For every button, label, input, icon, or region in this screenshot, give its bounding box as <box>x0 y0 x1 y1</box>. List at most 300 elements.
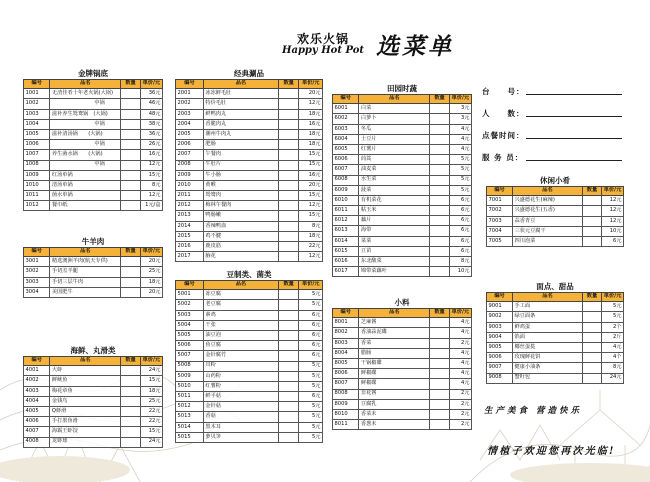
item-code: 1002 <box>24 99 50 109</box>
item-quantity[interactable] <box>430 338 449 348</box>
item-quantity[interactable] <box>121 267 140 277</box>
order-time-row <box>482 119 622 141</box>
item-name: 肥肠 <box>203 140 278 150</box>
item-code: 3003 <box>24 277 50 287</box>
item-quantity[interactable] <box>278 191 299 201</box>
table-row <box>176 290 323 300</box>
item-quantity[interactable] <box>430 257 449 267</box>
item-quantity[interactable] <box>582 302 601 312</box>
waiter-label: 服 务 员： <box>482 153 524 162</box>
item-quantity[interactable] <box>430 267 449 277</box>
item-quantity[interactable] <box>582 226 601 236</box>
section-title: 休闲小肴 <box>540 176 570 185</box>
table-number-field[interactable] <box>526 94 622 95</box>
item-quantity[interactable] <box>121 109 140 119</box>
item-price: 18元 <box>140 277 162 287</box>
item-price: 12元 <box>602 206 624 216</box>
item-quantity[interactable] <box>278 422 299 432</box>
item-quantity[interactable] <box>278 170 299 180</box>
item-name: 牛小肠 <box>203 170 278 180</box>
table-row <box>24 366 163 376</box>
item-price: 22元 <box>299 242 323 252</box>
item-name: 金针菇 <box>203 402 278 412</box>
item-quantity[interactable] <box>430 246 449 256</box>
item-price: 5元 <box>299 300 323 310</box>
item-price: 5元 <box>449 185 471 195</box>
item-price: 12元 <box>140 191 162 201</box>
item-price: 2元 <box>449 409 471 419</box>
table-row <box>487 236 624 246</box>
item-price: 3元 <box>449 104 471 114</box>
item-quantity[interactable] <box>121 201 140 211</box>
item-name: 菌水单锅 <box>50 191 121 201</box>
item-price: 46元 <box>140 99 162 109</box>
item-quantity[interactable] <box>278 119 299 129</box>
table-row <box>333 358 472 368</box>
item-name: 金针腐竹 <box>203 351 278 361</box>
item-quantity[interactable] <box>121 180 140 190</box>
item-quantity[interactable] <box>121 129 140 139</box>
item-code: 8008 <box>333 389 359 399</box>
item-price: 38元 <box>140 119 162 129</box>
item-code: 2003 <box>176 109 204 119</box>
table-row <box>176 221 323 231</box>
item-quantity[interactable] <box>278 300 299 310</box>
table-row <box>333 165 472 175</box>
item-name: 鲜鸭肉丸 <box>203 109 278 119</box>
item-code: 5011 <box>176 392 204 402</box>
item-name: 鸳鸯肉 <box>203 191 278 201</box>
table-row <box>24 109 163 119</box>
item-quantity[interactable] <box>278 201 299 211</box>
item-code: 2007 <box>176 150 204 160</box>
item-name: 油豆泡 <box>203 330 278 340</box>
item-name: 三状元豆腐干 <box>513 226 583 236</box>
order-info <box>482 75 622 163</box>
item-name: 餐巾纸 <box>50 201 121 211</box>
item-price: 22元 <box>140 406 162 416</box>
table-row <box>24 180 163 190</box>
item-code: 7002 <box>487 206 513 216</box>
item-code: 8002 <box>333 328 359 338</box>
table-row <box>487 302 624 312</box>
order-time-label: 点餐时间： <box>482 131 525 140</box>
item-price: 12元 <box>602 216 624 226</box>
item-price: 18元 <box>299 140 323 150</box>
section-jingdian <box>175 69 323 262</box>
item-code: 2009 <box>176 170 204 180</box>
item-quantity[interactable] <box>430 226 449 236</box>
waiter-field[interactable] <box>526 160 622 161</box>
item-name: 鲜鸡蛋 <box>513 322 583 332</box>
item-quantity[interactable] <box>430 358 449 368</box>
item-quantity[interactable] <box>430 165 449 175</box>
item-quantity[interactable] <box>430 206 449 216</box>
table-row <box>487 206 624 216</box>
item-quantity[interactable] <box>121 191 140 201</box>
brand-logo <box>268 33 378 56</box>
item-quantity[interactable] <box>278 402 299 412</box>
item-quantity[interactable] <box>278 221 299 231</box>
item-price: 15元 <box>140 376 162 386</box>
people-count-row <box>482 97 622 119</box>
table-row <box>333 267 472 277</box>
item-quantity[interactable] <box>430 114 449 124</box>
item-quantity[interactable] <box>582 353 601 363</box>
item-name: 冬瓜 <box>359 124 430 134</box>
item-name: 精选澳洲羊肉(航天专供) <box>50 257 121 267</box>
item-price: 5元 <box>299 402 323 412</box>
item-quantity[interactable] <box>582 342 601 352</box>
item-code: 2016 <box>176 242 204 252</box>
item-quantity[interactable] <box>430 134 449 144</box>
item-name: 水生菜 <box>359 175 430 185</box>
item-price: 12元 <box>140 160 162 170</box>
item-name: 土豆片 <box>359 134 430 144</box>
item-quantity[interactable] <box>278 432 299 442</box>
item-name: 大虾 <box>50 366 121 376</box>
item-price: 4元 <box>449 318 471 328</box>
item-quantity[interactable] <box>582 312 601 322</box>
table-row <box>333 195 472 205</box>
item-price: 16元 <box>299 170 323 180</box>
item-quantity[interactable] <box>121 150 140 160</box>
item-price: 5元 <box>299 371 323 381</box>
item-quantity[interactable] <box>582 332 601 342</box>
item-price: 15元 <box>299 211 323 221</box>
item-quantity[interactable] <box>430 175 449 185</box>
table-row <box>24 150 163 160</box>
item-quantity[interactable] <box>430 104 449 114</box>
item-quantity[interactable] <box>278 180 299 190</box>
item-code: 4006 <box>24 417 50 427</box>
section-title: 牛羊肉 <box>81 237 105 246</box>
item-quantity[interactable] <box>278 371 299 381</box>
item-quantity[interactable] <box>582 196 601 206</box>
item-quantity[interactable] <box>278 290 299 300</box>
item-quantity[interactable] <box>430 379 449 389</box>
table-row <box>24 170 163 180</box>
table-row <box>176 422 323 432</box>
table-row <box>24 257 163 267</box>
table-header-row <box>333 309 472 318</box>
item-quantity[interactable] <box>430 420 449 430</box>
item-quantity[interactable] <box>121 89 140 99</box>
table-row <box>176 371 323 381</box>
item-quantity[interactable] <box>121 417 140 427</box>
table-row <box>487 226 624 236</box>
item-name: 干锅椒碟 <box>359 358 430 368</box>
section-title: 田园时蔬 <box>387 84 417 93</box>
item-quantity[interactable] <box>582 216 601 226</box>
item-quantity[interactable] <box>278 341 299 351</box>
item-quantity[interactable] <box>430 399 449 409</box>
item-name: 菠菜 <box>359 185 430 195</box>
table-row <box>333 216 472 226</box>
column-header: 数量 <box>430 95 449 104</box>
item-quantity[interactable] <box>430 144 449 154</box>
item-code: 2008 <box>176 160 204 170</box>
item-price: 2元 <box>449 420 471 430</box>
item-code: 1001 <box>24 89 50 99</box>
item-name: 粘玉米 <box>359 206 430 216</box>
menu-table <box>486 186 624 247</box>
item-code: 5007 <box>176 351 204 361</box>
item-price: 25元 <box>140 396 162 406</box>
table-row <box>24 99 163 109</box>
item-code: 2017 <box>176 252 204 262</box>
item-quantity[interactable] <box>121 140 140 150</box>
item-quantity[interactable] <box>121 376 140 386</box>
item-quantity[interactable] <box>121 386 140 396</box>
item-name: 东北酸菜 <box>359 257 430 267</box>
item-price: 6元 <box>299 351 323 361</box>
item-price: 2个 <box>602 322 624 332</box>
item-quantity[interactable] <box>121 160 140 170</box>
item-code: 5012 <box>176 402 204 412</box>
item-quantity[interactable] <box>430 124 449 134</box>
waiter-row <box>482 141 622 163</box>
menu-title: 选菜单 <box>376 33 454 60</box>
item-quantity[interactable] <box>121 119 140 129</box>
item-code: 4003 <box>24 386 50 396</box>
item-name: 香菇 <box>203 412 278 422</box>
item-name: 干张 <box>203 320 278 330</box>
column-header: 数量 <box>582 293 601 302</box>
table-row <box>487 312 624 322</box>
item-price: 5元 <box>299 290 323 300</box>
table-row <box>176 170 323 180</box>
item-quantity[interactable] <box>582 363 601 373</box>
item-quantity[interactable] <box>121 396 140 406</box>
item-quantity[interactable] <box>278 109 299 119</box>
item-name: 梅花章鱼 <box>50 386 121 396</box>
item-price: 24元 <box>602 373 624 383</box>
item-price: 6元 <box>299 392 323 402</box>
item-name: 素鸡 <box>203 310 278 320</box>
item-quantity[interactable] <box>430 195 449 205</box>
item-price: 2元 <box>449 399 471 409</box>
section-title: 金牌锅底 <box>78 69 108 78</box>
item-quantity[interactable] <box>278 351 299 361</box>
item-code: 2011 <box>176 191 204 201</box>
item-code: 6012 <box>333 216 359 226</box>
item-name: 鸡不腱 <box>203 231 278 241</box>
column-header: 单价/元 <box>602 293 624 302</box>
item-quantity[interactable] <box>278 140 299 150</box>
item-code: 5014 <box>176 422 204 432</box>
table-row <box>24 437 163 447</box>
item-code: 4007 <box>24 427 50 437</box>
item-name: 手打墨鱼滑 <box>50 417 121 427</box>
item-name: 潮州牛肉丸 <box>203 129 278 139</box>
order-time-field[interactable] <box>526 138 622 139</box>
item-quantity[interactable] <box>430 185 449 195</box>
item-name: 黄喉 <box>203 180 278 190</box>
item-quantity[interactable] <box>582 373 601 383</box>
item-name: 蒜香青豆 <box>513 216 583 226</box>
item-code: 1012 <box>24 201 50 211</box>
item-quantity[interactable] <box>430 236 449 246</box>
item-price: 5元 <box>299 432 323 442</box>
item-quantity[interactable] <box>278 320 299 330</box>
table-row <box>333 206 472 216</box>
item-quantity[interactable] <box>278 381 299 391</box>
item-code: 1010 <box>24 180 50 190</box>
item-code: 8003 <box>333 338 359 348</box>
item-quantity[interactable] <box>430 216 449 226</box>
item-price: 6元 <box>449 206 471 216</box>
item-price: 12元 <box>299 99 323 109</box>
item-price: 2斤 <box>602 332 624 342</box>
item-code: 6006 <box>333 155 359 165</box>
item-code: 5005 <box>176 330 204 340</box>
item-code: 2005 <box>176 129 204 139</box>
item-quantity[interactable] <box>121 170 140 180</box>
menu-table <box>23 356 163 448</box>
column-header: 单价/元 <box>449 309 471 318</box>
table-number-row <box>482 75 622 97</box>
item-quantity[interactable] <box>121 257 140 267</box>
item-name: 鲜椒碟 <box>359 379 430 389</box>
item-code: 2013 <box>176 211 204 221</box>
table-row <box>24 287 163 297</box>
item-quantity[interactable] <box>278 150 299 160</box>
table-row <box>24 406 163 416</box>
item-name: 香葱末 <box>359 420 430 430</box>
item-name: 鱼豆腐 <box>203 341 278 351</box>
item-quantity[interactable] <box>278 231 299 241</box>
item-code: 1003 <box>24 109 50 119</box>
item-quantity[interactable] <box>121 99 140 109</box>
item-quantity[interactable] <box>121 427 140 437</box>
item-code: 9003 <box>487 322 513 332</box>
welcome-text: 情植子欢迎您再次光临! <box>487 446 616 457</box>
item-name: 绿豆面条 <box>513 312 583 322</box>
item-name: 四川泡菜 <box>513 236 583 246</box>
item-quantity[interactable] <box>430 409 449 419</box>
table-row <box>176 381 323 391</box>
table-row <box>176 119 323 129</box>
item-name: 金钱鸟 <box>50 396 121 406</box>
item-quantity[interactable] <box>430 155 449 165</box>
item-quantity[interactable] <box>430 369 449 379</box>
item-price: 6元 <box>449 246 471 256</box>
item-price: 2元 <box>449 389 471 399</box>
item-name: 梅林午餐肉 <box>203 201 278 211</box>
item-name: 海带 <box>359 226 430 236</box>
item-quantity[interactable] <box>582 236 601 246</box>
menu-table <box>23 247 163 298</box>
table-row <box>176 201 323 211</box>
item-code: 9002 <box>487 312 513 322</box>
item-code: 2015 <box>176 231 204 241</box>
item-code: 3004 <box>24 287 50 297</box>
column-header: 编号 <box>487 187 513 196</box>
column-header: 编号 <box>333 309 359 318</box>
item-name: 鸭肠嫩 <box>203 211 278 221</box>
item-quantity[interactable] <box>582 322 601 332</box>
table-row <box>24 417 163 427</box>
item-price: 4元 <box>449 134 471 144</box>
item-quantity[interactable] <box>278 412 299 422</box>
item-price: 6元 <box>602 236 624 246</box>
item-code: 6013 <box>333 226 359 236</box>
item-quantity[interactable] <box>278 160 299 170</box>
item-code: 9006 <box>487 353 513 363</box>
item-price: 18元 <box>299 109 323 119</box>
item-quantity[interactable] <box>278 392 299 402</box>
item-code: 5008 <box>176 361 204 371</box>
item-code: 9008 <box>487 373 513 383</box>
table-row <box>333 175 472 185</box>
column-header: 编号 <box>24 248 50 257</box>
item-code: 5001 <box>176 290 204 300</box>
item-quantity[interactable] <box>121 287 140 297</box>
item-quantity[interactable] <box>278 330 299 340</box>
item-price: 36元 <box>140 89 162 99</box>
column-header: 数量 <box>121 248 140 257</box>
item-quantity[interactable] <box>121 366 140 376</box>
item-price: 12元 <box>602 196 624 206</box>
table-row <box>333 236 472 246</box>
table-header-row <box>24 80 163 89</box>
item-quantity[interactable] <box>278 129 299 139</box>
item-quantity[interactable] <box>430 348 449 358</box>
item-code: 7004 <box>487 226 513 236</box>
item-name: 红薯片 <box>359 144 430 154</box>
item-quantity[interactable] <box>430 328 449 338</box>
item-quantity[interactable] <box>582 206 601 216</box>
item-quantity[interactable] <box>278 89 299 99</box>
item-code: 5010 <box>176 381 204 391</box>
item-quantity[interactable] <box>121 277 140 287</box>
item-name: 冰冻鲜毛肚 <box>203 89 278 99</box>
item-code: 6015 <box>333 246 359 256</box>
item-name: 鲜平菇 <box>203 392 278 402</box>
item-code: 7003 <box>487 216 513 226</box>
item-quantity[interactable] <box>121 406 140 416</box>
table-row <box>176 412 323 422</box>
item-quantity[interactable] <box>278 242 299 252</box>
table-row <box>24 129 163 139</box>
people-count-field[interactable] <box>526 116 622 117</box>
item-quantity[interactable] <box>278 252 299 262</box>
item-price: 4元 <box>449 124 471 134</box>
item-quantity[interactable] <box>278 99 299 109</box>
table-row <box>333 246 472 256</box>
item-code: 8011 <box>333 420 359 430</box>
item-name: 滋补清汤锅 (大锅) <box>50 129 121 139</box>
item-quantity[interactable] <box>430 389 449 399</box>
slogan: 生产美食 营造快乐 <box>484 406 582 416</box>
table-row <box>487 196 624 206</box>
item-name: 红汤单锅 <box>50 170 121 180</box>
item-quantity[interactable] <box>278 310 299 320</box>
table-row <box>333 328 472 338</box>
item-quantity[interactable] <box>278 361 299 371</box>
section-miandian <box>486 282 624 384</box>
item-price: 6元 <box>299 320 323 330</box>
table-row <box>176 231 323 241</box>
item-price: 6元 <box>449 216 471 226</box>
item-quantity[interactable] <box>430 318 449 328</box>
table-header-row <box>487 293 624 302</box>
item-quantity[interactable] <box>121 437 140 447</box>
item-name: 韭花酱 <box>359 389 430 399</box>
table-row <box>487 373 624 383</box>
item-quantity[interactable] <box>278 211 299 221</box>
